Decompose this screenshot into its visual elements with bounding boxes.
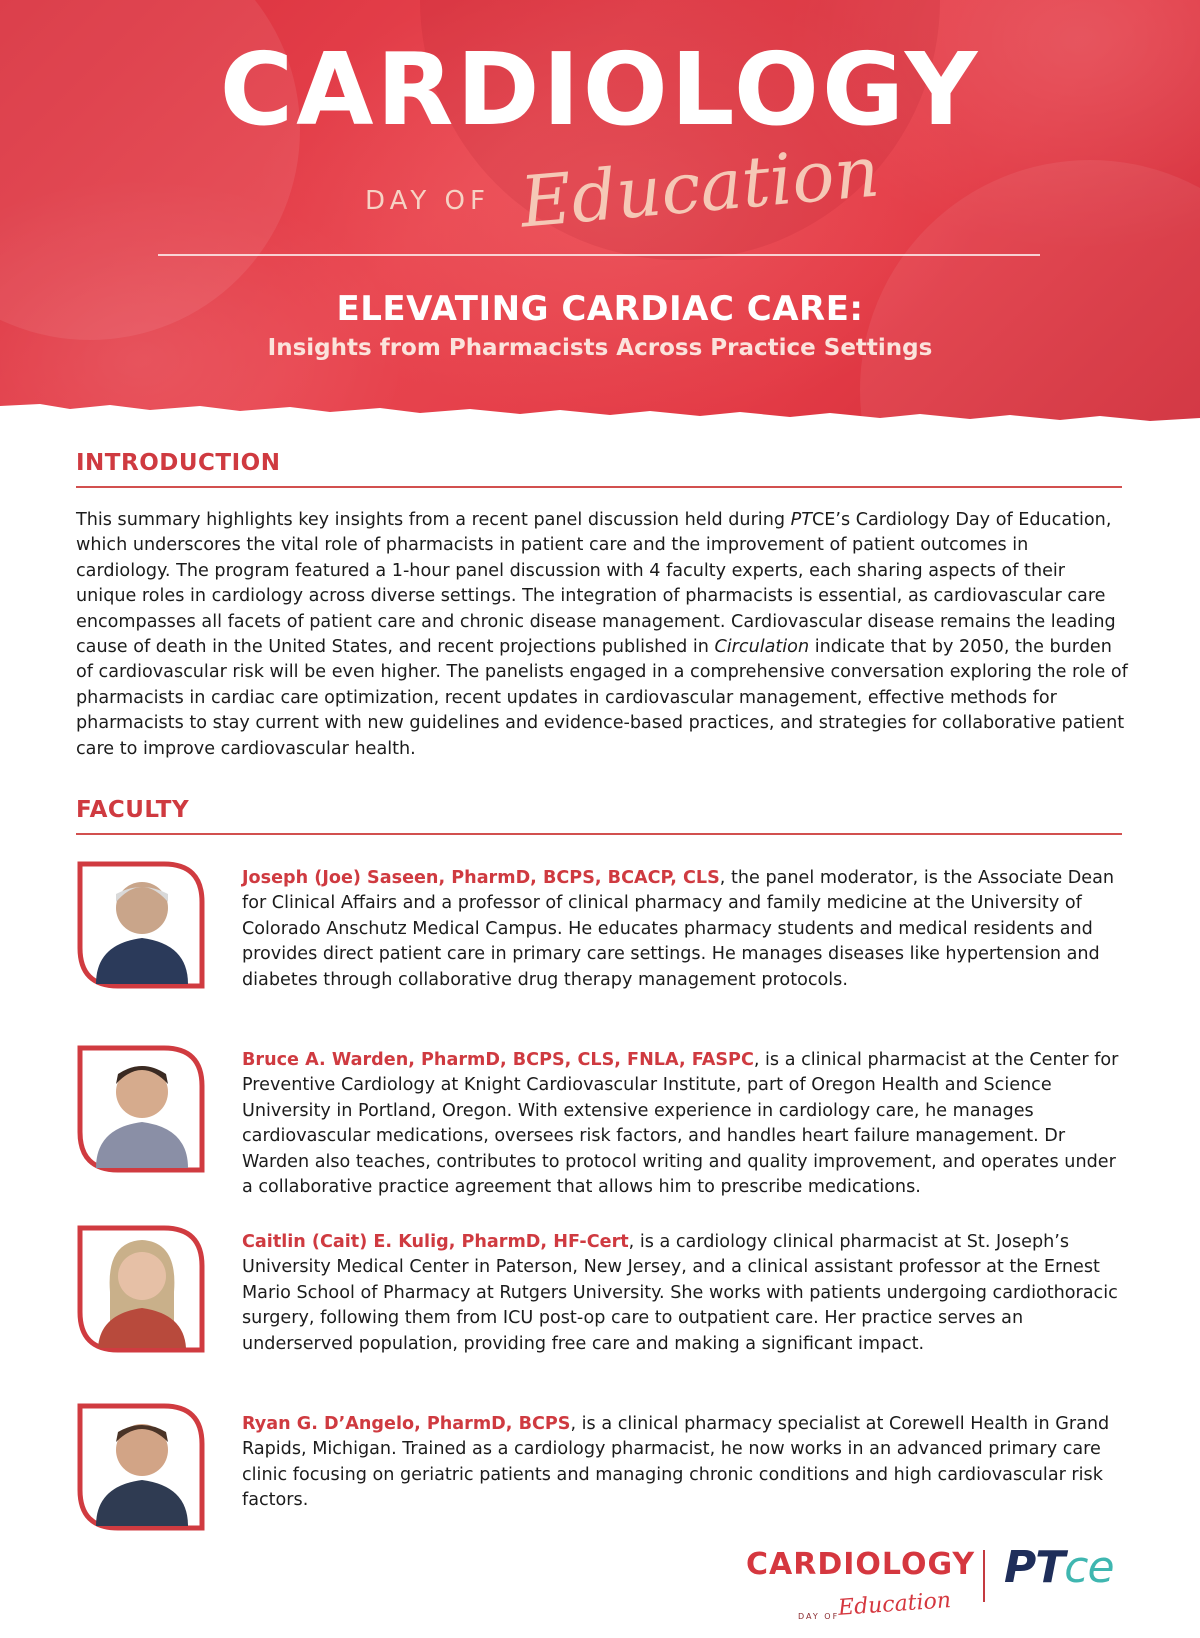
hero-divider [158,254,1040,256]
faculty-photo [76,858,210,992]
footer-cardiology-logo: CARDIOLOGY [746,1547,976,1582]
ptce-logo [1004,1542,1114,1593]
faculty-name: Joseph (Joe) Saseen, PharmD, BCPS, BCACP, CLS [242,868,720,888]
photo-frame-icon [76,858,210,992]
faculty-bio [242,1412,1132,1514]
faculty-description: , the panel moderator, is the Associate Dean for Clinical Affairs and a professor of clinical pharmacy and family medicine at the University of Colorado Anschutz Medical Campus. He educates pharmacy students and medical residents and provides direct patient care in primary care settings. He manages diseases like hypertension and diabetes through collaborative drug therapy management protocols. [242,868,1115,990]
ptce-logo-pt: PT [1004,1542,1065,1593]
intro-ptce: PT [790,510,812,530]
intro-text-1: This summary highlights key insights from a recent panel discussion held during [76,510,791,530]
photo-frame-icon [76,1222,210,1356]
footer-education-script: Education [837,1588,952,1621]
hero-banner [0,0,1200,440]
hero-education-script: Education [517,130,883,244]
photo-frame-icon [76,1400,210,1534]
faculty-description: , is a cardiology clinical pharmacist at St. Joseph’s University Medical Center in Paterson, New Jersey, and a clinical assistant professor at the Ernest Mario School of Pharmacy at Rutgers University. She works with patients undergoing cardiothoracic surgery, following them from ICU post-op care to outpatient care. Her practice serves an underserved population, providing free care and making a significant impact. [242,1232,1118,1354]
intro-circulation: Circulation [714,637,810,658]
faculty-description: , is a clinical pharmacy specialist at Corewell Health in Grand Rapids, Michigan. Trained as a cardiology pharmacist, he now works in an advanced primary care clinic focusing on geriatric patients and managing chronic conditions and high cardiovascular risk factors. [242,1414,1110,1511]
footer-day-of: DAY OF [798,1612,840,1621]
hero-title: CARDIOLOGY [219,31,981,148]
faculty-photo [76,1400,210,1534]
intro-text-2: CE’s Cardiology Day of Education, which underscores the vital role of pharmacists in patient care and the improvement of patient outcomes in cardiology. The program featured a 1-hour panel discussion with 4 faculty experts, each sharing aspects of their unique roles in cardiology across diverse settings. The integration of pharmacists is essential, as cardiovascular care encompasses all facets of patient care and chronic disease management. Cardiovascular disease remains the leading cause of death in the United States, and recent projections published in [76,510,1116,658]
faculty-photo [76,1042,210,1176]
ptce-logo-ce: ce [1064,1542,1114,1593]
faculty-bio [242,1048,1132,1200]
faculty-name: Ryan G. D’Angelo, PharmD, BCPS [242,1414,571,1434]
faculty-bio [242,866,1132,993]
faculty-rule [76,833,1122,835]
torn-paper-edge [0,400,1200,440]
intro-text-3: indicate that by 2050, the burden of cardiovascular risk will be even higher. The panelists engaged in a comprehensive conversation exploring the role of pharmacists in cardiac care optimization, recent updates in cardiovascular management, effective methods for pharmacists to stay current with new guidelines and evidence-based practices, and strategies for collaborative patient care to improve cardiovascular health. [76,637,1128,759]
intro-rule [76,486,1122,488]
faculty-description: , is a clinical pharmacist at the Center for Preventive Cardiology at Knight Cardiovascular Institute, part of Oregon Health and Science University in Portland, Oregon. With extensive experience in cardiology care, he manages cardiovascular medications, oversees risk factors, and handles heart failure management. Dr Warden also teaches, contributes to protocol writing and quality improvement, and operates under a collaborative practice agreement that allows him to prescribe medications. [242,1050,1119,1198]
photo-frame-icon [76,1042,210,1176]
footer-divider [983,1550,985,1602]
faculty-photo [76,1222,210,1356]
faculty-name: Bruce A. Warden, PharmD, BCPS, CLS, FNLA, FASPC [242,1050,754,1070]
hero-heading: ELEVATING CARDIAC CARE: [336,289,864,329]
faculty-name: Caitlin (Cait) E. Kulig, PharmD, HF-Cert [242,1232,629,1252]
hero-day-of: DAY OF [365,186,490,216]
intro-heading: INTRODUCTION [76,450,281,476]
intro-paragraph [76,508,1128,762]
faculty-bio [242,1230,1132,1357]
faculty-heading: FACULTY [76,797,190,823]
hero-subheading: Insights from Pharmacists Across Practice Settings [267,335,933,361]
